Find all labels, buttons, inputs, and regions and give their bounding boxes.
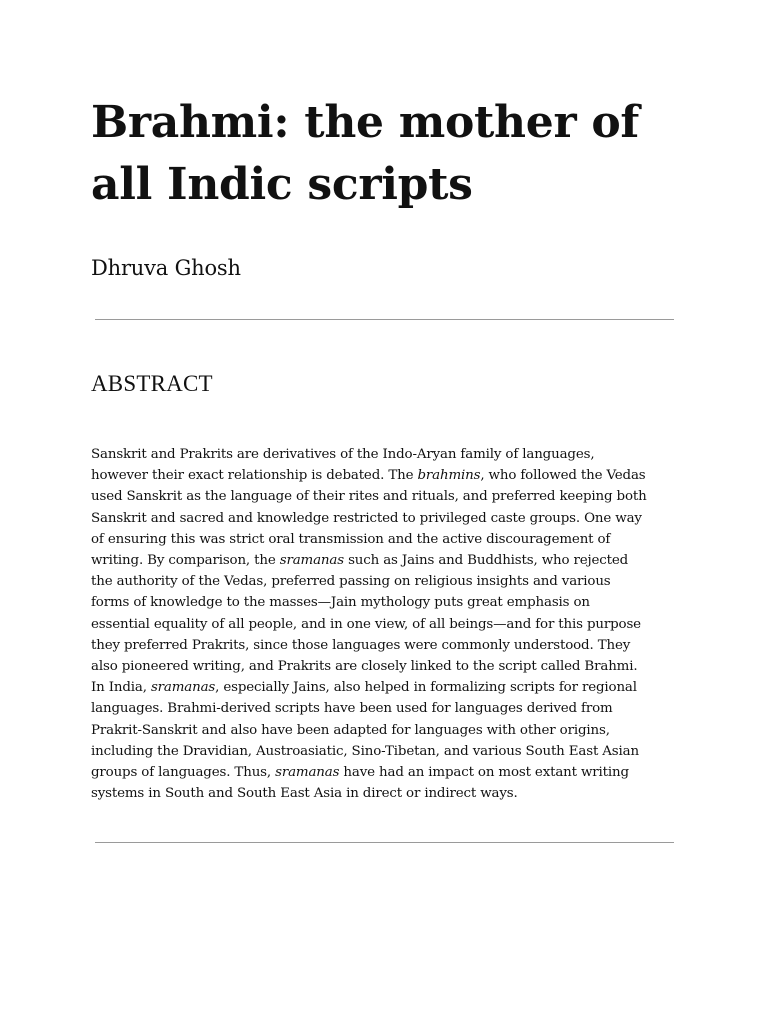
author-name: Dhruva Ghosh [91, 256, 241, 280]
abstract-line: essential equality of all people, and in one view, of all beings—and for this purpose [91, 616, 641, 632]
paper-title [91, 92, 691, 216]
paper-title-line-1: Brahmi: the mother of [91, 97, 640, 148]
abstract-line: systems in South and South East Asia in direct or indirect ways. [91, 786, 518, 802]
abstract-line: groups of languages. Thus, sramanas have had an impact on most extant writing [91, 765, 629, 781]
italic-term: sramanas [150, 680, 216, 696]
abstract-body [91, 444, 691, 804]
abstract-line: they preferred Prakrits, since those languages were commonly understood. They [91, 637, 631, 653]
abstract-heading: ABSTRACT [91, 371, 213, 396]
abstract-line: Sanskrit and Prakrits are derivatives of the Indo-Aryan family of languages, [91, 447, 595, 462]
abstract-line: writing. By comparison, the sramanas such as Jains and Buddhists, who rejected [91, 553, 629, 569]
abstract-line: used Sanskrit as the language of their rites and rituals, and preferred keeping both [91, 489, 647, 505]
abstract-line: Sanskrit and sacred and knowledge restricted to privileged caste groups. One way [91, 510, 642, 526]
top-divider [95, 319, 674, 320]
abstract-line: forms of knowledge to the masses—Jain mythology puts great emphasis on [91, 595, 590, 611]
abstract-line: of ensuring this was strict oral transmission and the active discouragement of [91, 531, 611, 547]
italic-term: brahmins [417, 468, 481, 484]
abstract-line: languages. Brahmi-derived scripts have been used for languages derived from [91, 701, 613, 717]
abstract-line: In India, sramanas, especially Jains, also helped in formalizing scripts for regional [91, 680, 637, 696]
italic-term: sramanas [279, 553, 344, 569]
italic-term: sramanas [275, 765, 340, 781]
abstract-line: also pioneered writing, and Prakrits are closely linked to the script called Brahmi. [91, 659, 638, 675]
abstract-line: including the Dravidian, Austroasiatic, Sino-Tibetan, and various South East Asian [91, 743, 639, 759]
abstract-line: the authority of the Vedas, preferred passing on religious insights and various [91, 574, 611, 590]
bottom-divider [95, 842, 674, 843]
abstract-line: however their exact relationship is debated. The brahmins, who followed the Vedas [91, 468, 646, 484]
abstract-line: Prakrit-Sanskrit and also have been adapted for languages with other origins, [91, 722, 610, 738]
paper-title-line-2: all Indic scripts [91, 159, 473, 210]
